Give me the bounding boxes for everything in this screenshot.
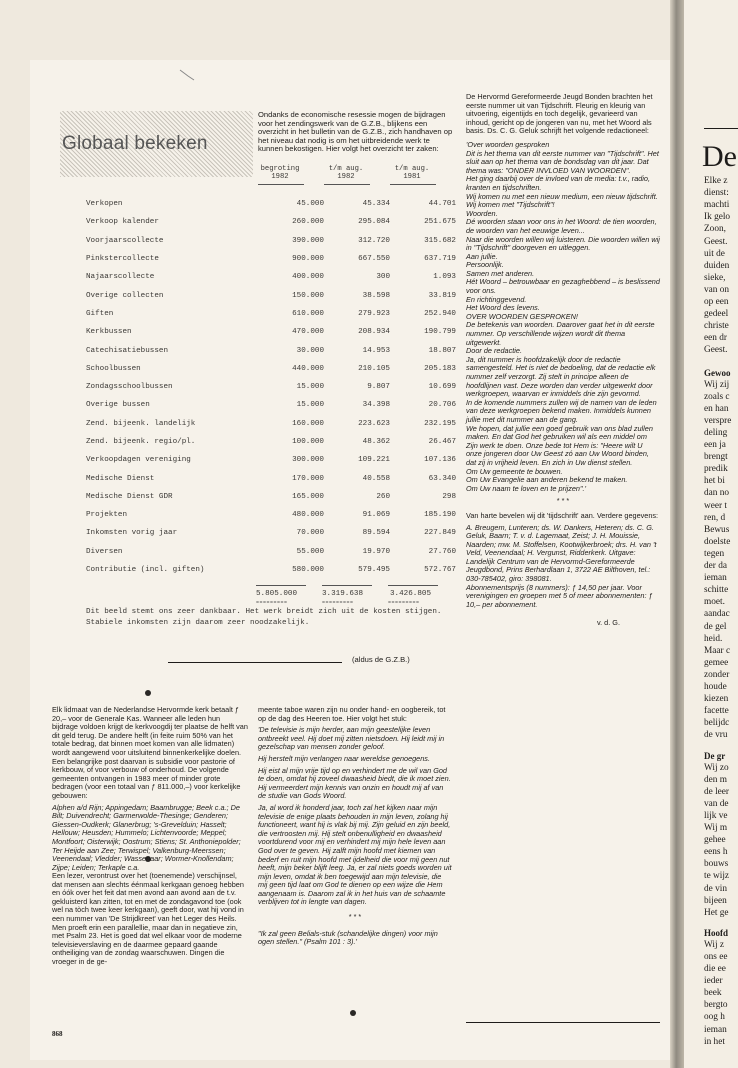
separator-bullet [350,1010,356,1016]
right-page-line: aandac [704,609,730,620]
row-value: 63.340 [428,474,456,483]
right-page-line: gedeel [704,309,729,320]
row-value: 89.594 [362,529,390,538]
page-title: Globaal bekeken [62,133,208,154]
row-value: 33.819 [428,291,456,300]
psalm-line-4: Ja, al word ik honderd jaar, toch zal het kijken naar mijn televisie de enige plaats behouden in mijn leven, zolang hij functioneert, want hij is vlak bij mij. Zijn geluid en zijn beeld, die vertroosten mij. Hij stelt onbenulligheid en dwaasheid voortdurend voor mij en verhindert mij mijn hele leven aan God over te geven. Hij zalft mijn hoofd met kiemen van bederf en ruit mijn hoofd met ijdelheid die voor mij geen nut heeft, mijn beker blijft leeg. Ja, er zal niets goeds worden uit mijn leven, omdat ik ben toegewijd aan mijn televisie, die mij geen tijd laat om God te dienen op een wijze die Hem aangenaam is. Daarom zal ik in het huis van de schaamte verblijven tot in lengte van dagen. [258,802,452,907]
right-page-line: doelste [704,536,731,547]
right-page-line: het bi [704,476,725,487]
row-label: Voorjaarscollecte [86,236,164,245]
row-value: 27.760 [428,547,456,556]
row-label: Medische Dienst GDR [86,492,173,501]
right-page-line: die ee [704,964,726,974]
row-value: 109.221 [358,456,390,465]
right-page-line: de leer [704,786,730,797]
right-page-line: de vin [704,883,727,894]
right-page-line: de vru [704,730,728,741]
column-1-bottom [52,872,248,970]
right-page-line: ieman [704,573,727,584]
row-value: 208.934 [358,328,390,337]
total-1: 5.805.000 [256,590,298,598]
row-value: 100.000 [292,438,324,446]
row-value: 580.000 [292,566,324,575]
col-header-3: t/m aug. 1981 [394,165,430,181]
row-value: 44.701 [428,200,456,209]
row-value: 26.467 [428,438,456,446]
row-value: 205.183 [424,364,456,373]
source-credit: (aldus de G.Z.B.) [352,655,410,664]
right-page-line: belijdc [704,718,730,729]
right-page-line: der da [704,561,727,571]
tijdschrift-intro: De Hervormd Gereformeerde Jeugd Bonden brachten het eerste nummer uit van Tijdschrift. Fleurig en kleurig van uitvoering, eigentijds en toch degelijk, gevarieerd van inhoud, gericht op de jongeren van nu, met het Woord als basis. Ds. C. G. Geluk schrijft het volgende redactioneel: [466,92,653,136]
row-label: Zend. bijeenk. landelijk [86,419,196,428]
right-page-line: uit de [704,248,725,259]
column-3 [466,93,660,631]
row-value: 15.000 [296,383,324,392]
row-label: Pinkstercollecte [86,255,159,264]
row-value: 900.000 [292,255,324,264]
table-row [86,195,458,213]
row-value: 315.682 [424,236,456,245]
table-row [86,268,458,286]
right-page-line: weer t [704,500,727,511]
right-page-line: ons ee [704,951,728,962]
row-value: 1.093 [433,273,456,282]
row-value: 400.000 [292,273,324,282]
row-label: Zend. bijeenk. regio/pl. [86,438,196,446]
table-row [86,451,458,469]
right-page-line: Zoon, [704,224,726,235]
row-label: Projekten [86,511,128,520]
row-label: Verkoopdagen vereniging [86,456,191,465]
right-page-line: duiden [704,260,730,271]
right-page-line: tegen [704,548,725,559]
right-page-line: Bewus [704,524,730,535]
right-page-line: een ja [704,440,726,450]
row-value: 38.598 [362,291,390,300]
right-page-line: zoals c [704,391,730,402]
right-page-line: moet. [704,597,725,608]
table-row [86,378,458,396]
right-page-line: schitte [704,585,729,596]
source-rule [168,662,342,663]
page-number: 868 [52,1030,63,1038]
right-page-line: Geest. [704,345,728,356]
col-header-1: begroting 1982 [260,165,300,181]
right-page-line: heid. [704,633,723,644]
psalm-line-1: 'De televisie is mijn herder, aan mijn geestelijke leven ontbreekt veel. Hij doet mij zitten nietsdoen. Hij leidt mij in gezelschap van mensen zonder geloof. [258,725,445,752]
right-page-line: dienst: [704,188,729,199]
table-row [86,561,458,579]
stars-divider: * * * [556,496,570,506]
table-row [86,232,458,250]
row-value: 480.000 [292,511,324,520]
row-label: Medische Dienst [86,474,155,483]
right-page-line: Maar c [704,645,731,656]
table-row [86,250,458,268]
row-value: 150.000 [292,291,324,300]
right-page-line: Geest. [704,236,728,247]
double-rule-2: ========= [322,600,354,606]
row-value: 579.495 [358,566,390,575]
row-value: 572.767 [424,566,456,575]
right-page-line: te wijz [704,871,730,882]
row-label: Overige collecten [86,291,164,300]
row-value: 20.706 [428,401,456,410]
finance-table [86,195,458,579]
right-page-line: bouws [704,859,729,870]
table-row [86,415,458,433]
table-row [86,396,458,414]
right-page-line: Elke z [704,176,728,186]
row-value: 10.699 [428,383,456,392]
total-3: 3.426.805 [390,590,432,598]
right-page-line: sieke, [704,272,726,283]
paragraph-intro-stuk: meente taboe waren zijn nu onder hand- en oogbereik, tot op de dag des Heeren toe. Hier volgt het stuk: [258,705,446,723]
row-value: 279.923 [358,309,390,318]
row-value: 19.970 [362,547,390,556]
right-page-line: kiezen [704,694,729,705]
right-page-line: bergto [704,1000,728,1011]
table-row [86,360,458,378]
row-value: 70.000 [296,529,324,538]
row-value: 260 [376,492,390,501]
right-page-heading: De [702,140,737,173]
table-row [86,469,458,487]
row-value: 232.195 [424,419,456,428]
right-page-line: oog h [704,1012,725,1023]
row-label: Overige bussen [86,401,150,410]
row-value: 295.084 [358,218,390,227]
table-row [86,323,458,341]
right-page-line: deling [704,427,728,438]
row-value: 107.136 [424,456,456,465]
right-page-line: van on [704,284,730,295]
total-rule-1 [256,585,306,586]
row-label: Schoolbussen [86,364,141,373]
table-row [86,433,458,451]
right-page-line: ren, d [704,512,726,523]
row-value: 45.000 [296,200,324,209]
psalm-line-2: Hij herstelt mijn verlangen naar wereldse genoegens. [258,753,430,763]
right-page-line: ieder [704,976,723,987]
double-rule-3: ========= [388,600,420,606]
row-value: 667.550 [358,255,390,264]
row-value: 223.623 [358,419,390,428]
right-page-line: gemee [704,657,729,668]
right-page-rule [704,128,738,129]
row-value: 312.720 [358,236,390,245]
book-gutter [670,0,684,1068]
row-value: 9.807 [367,383,390,392]
row-value: 14.953 [362,346,390,355]
row-label: Contributie (incl. giften) [86,566,205,575]
signature: v. d. G. [597,618,620,628]
table-row [86,488,458,506]
right-page-line: brengt [704,452,728,463]
col-header-2: t/m aug. 1982 [328,165,364,181]
right-page-subheading: De gr [704,750,726,761]
row-value: 170.000 [292,474,324,483]
header-underline-1 [258,184,304,185]
row-value: 637.719 [424,255,456,264]
intro-text: Ondanks de economische resessie mogen de bijdragen voor het zendingswerk van de G.Z.B., blijkens een overzicht in het bulletin van de G.Z.B., zich handhaven op het niveau dat nodig is om het uitbreidende werk te kunnen bekostigen. Hier volgt het overzicht ter zaken: [258,110,453,154]
row-label: Verkoop kalender [86,218,159,227]
decorative-mark [178,68,198,82]
right-page-subheading: Hoofd [704,927,729,938]
row-value: 440.000 [292,364,324,373]
right-page-line: predik [704,464,728,475]
row-value: 45.334 [362,200,390,209]
row-value: 227.849 [424,529,456,538]
row-value: 160.000 [292,419,324,428]
column-3-end-rule [466,1022,660,1023]
separator-bullet [145,690,151,696]
row-label: Inkomsten vorig jaar [86,529,178,538]
row-label: Catechisatiebussen [86,346,169,355]
table-row [86,305,458,323]
psalm-line-3: Hij eist al mijn vrije tijd op en verhindert me de wil van God te doen, omdat hij zoveel dwaasheid biedt, die ik moet zien. Hij vermeerdert mijn kennis van onzin en houdt mij af van de studie van Gods Woord. [258,765,451,801]
row-value: 190.799 [424,328,456,337]
row-value: 185.190 [424,511,456,520]
right-page-line: den m [704,774,727,785]
row-value: 91.069 [362,511,390,520]
right-page-line: Het ge [704,907,729,918]
row-value: 390.000 [292,236,324,245]
table-row [86,341,458,359]
row-label: Verkopen [86,200,123,209]
row-value: 30.000 [296,346,324,355]
paragraph-generale-kas: Elk lidmaat van de Nederlandse Hervormde kerk betaalt ƒ 20,– voor de Generale Kas. Wanneer alle leden hun bijdrage voldoen krijgt de kerkvoogdij ter plaatse de helft van dit geld terug. De andere helft (in feite ruim 50% van het totale bedrag, dat binnen moet komen van alle lidmaten) wordt aangewend voor uitsluitend binnenkerkelijke doelen. Een belangrijke post daarvan is subsidie voor pastorie of kerkbouw, of voor verbouw of onderhoud. De volgende gemeenten ontvangen in 1983 meer of minder grote bedragen (voor een totaal van ƒ 811.000,–) voor kerkelijke gebouwen: [52,705,248,800]
right-page-line: Wij m [704,823,728,833]
total-2: 3.319.638 [322,590,364,598]
row-value: 165.000 [292,492,324,501]
right-page-line: en han [704,403,729,414]
right-page-line: gehee [704,835,726,846]
redactioneel-heading: 'Over woorden gesproken [466,139,550,149]
right-page-line: bijeen [704,895,727,906]
right-page-line: Wij z [704,939,725,950]
right-page-line: Wij zij [704,379,730,390]
header-underline-2 [324,184,370,185]
right-page-line: zonder [704,669,730,680]
table-row [86,524,458,542]
right-page-line: machti [704,200,730,211]
right-page-line: dan no [704,488,730,499]
column-2 [258,706,452,950]
row-value: 55.000 [296,547,324,556]
row-label: Diversen [86,547,123,556]
paragraph-lezer: Een lezer, verontrust over het (toenemende) verschijnsel, dat mensen aan slechts éénmaal kerkgaan genoeg hebben en óók over het feit dat men avond aan avond aan de t.v. gekluisterd kan zitten, tot en met de zondagavond toe (ook wel na tòch twee keer kerkgaan), geeft door, wat hij vond in een nummer van 'De Strijdkreet' van het Leger des Heils. Men proeft erin een parallellie, maar dan in negatieve zin, met Psalm 23. Het is goed dat wel elkaar voor de moderne televisieverslaving en de daarmee gepaard gaande ontheiliging van de zondag waarschuwen. Dingen die vroeger in de ge- [52,871,244,966]
right-page-line: facette [704,706,729,717]
table-row [86,286,458,304]
row-value: 18.807 [428,346,456,355]
total-rule-2 [322,585,372,586]
row-value: 251.675 [424,218,456,227]
right-page-subheading: Gewoo [704,367,731,378]
redactie-gegevens: A. Breugem, Lunteren; ds. W. Dankers, Heteren; ds. C. G. Geluk, Baarn; T. v. d. Lagemaat, Zeist; J. H. Mouissie, Naarden; mw. M. Stoffelsen, Kootwijkerbroek; drs. H. van 't Veld, Veenendaal; H. Vergunst, Ridderkerk. Uitgave: Landelijk Centrum van de Hervormd-Gereformeerde Jeugdbond, Prins Berhardlaan 1, 3722 AE Bilthoven, tel.: 030-785402, giro: 398081. Abonnementsprijs (8 nummers): ƒ 14,50 per jaar. Voor verenigingen en groepen met 5 of meer abonnementen: ƒ 10,– per abonnement. [466,522,657,609]
right-page-line: verspre [704,415,732,426]
right-page-line: eens h [704,847,728,858]
table-note: Dit beeld stemt ons zeer dankbaar. Het werk breidt zich uit de kosten stijgen. Stabiele inkomsten zijn daarom zeer noodzakelijk. [86,608,442,627]
row-value: 610.000 [292,309,324,318]
table-row [86,543,458,561]
page-right [684,0,738,1068]
right-page-line: houde [704,682,727,692]
row-value: 300 [376,273,390,282]
row-value: 34.398 [362,401,390,410]
right-page-line: ieman [704,1024,727,1035]
right-page-line: de gel [704,621,727,632]
row-value: 210.105 [358,364,390,373]
stars-divider: * * * [348,912,362,922]
row-value: 252.940 [424,309,456,318]
row-value: 260.000 [292,218,324,227]
row-label: Najaarscollecte [86,273,155,282]
total-rule-3 [388,585,438,586]
right-page-line: Wij zo [704,762,729,773]
column-1-top [52,706,248,875]
row-value: 298 [442,492,456,501]
aanbeveling: Van harte bevelen wij dit 'tijdschrift' aan. Verdere gegevens: [466,510,659,520]
right-page-line: beek [704,988,722,999]
row-value: 15.000 [296,401,324,410]
row-value: 470.000 [292,328,324,337]
row-value: 300.000 [292,456,324,465]
header-underline-3 [390,184,436,185]
right-page-line: in het [704,1036,725,1047]
right-page-line: van de [704,798,729,809]
psalm-quote: "Ik zal geen Belials-stuk (schandelijke dingen) voor mijn ogen stellen." (Psalm 101 : 3).' [258,928,438,947]
right-page-line: een dr [704,333,727,344]
table-row [86,506,458,524]
row-value: 48.362 [362,438,390,446]
right-page-line: lijk ve [704,810,728,821]
right-page-line: christe [704,321,729,332]
right-page-line: op een [704,297,729,307]
row-label: Zondagsschoolbussen [86,383,173,392]
right-page-line: Ik gelo [704,212,731,223]
redactioneel-text: Dit is het thema van dit eerste nummer van "Tijdschrift". Het sluit aan op het thema van de bondsdag van dit jaar. Dat thema was: "ONDER INVLOED VAN WOORDEN". Het ging daarbij over de invloed van de media: t.v., radio, kranten en tijdschriften. Wij komen nu met een nieuw medium, een nieuw tijdschrift. Wij komen met "Tijdschrift"! Woorden. Dé woorden staan voor ons in het Woord: de tien woorden, de woorden van het eeuwige leven... Naar die woorden willen wij luisteren. Die woorden willen wij in "Tijdschrift" doorgeven en uitleggen. Aan jullie. Persoonlijk. Samen met anderen. Hét Woord – betrouwbaar en gezaghebbend – is beslissend voor ons. En richtinggevend. Het Woord des levens. OVER WOORDEN GESPROKEN! De betekenis van woorden. Daarover gaat het in dit eerste nummer. Op verschillende wijzen wordt dit thema uitgewerkt. Door de redactie. Ja, dit nummer is hoofdzakelijk door de redactie samengesteld. Het is niet de bedoeling, dat de redactie elk nummer zelf verzorgt. Zij stelt in principe alleen de hoofdlijnen vast. Deze worden dan verder uitgewerkt door werkgroepen, waarvan er inmiddels drie zijn gevormd. In de komende nummers zullen wij de namen van de leden van deze werkgroepen bekend maken. Inmiddels kunnen jullie met dit nummer aan de gang. We hopen, dat jullie een goed gebruik van ons blad zullen maken. En dat God het gebruiken wil als een middel om Zijn werk te doen. Onze bede tot Hem is: "Heere wilt U onze jongeren door Uw Geest zó aan Uw Woord binden, dat zij in vrijheid leven. En zich in Uw dienst stellen. Om Uw gemeente te bouwen. Om Uw Evangelie aan anderen bekend te maken. Om Uw naam te loven en te prijzen".' [466,148,660,493]
row-label: Giften [86,309,114,318]
row-label: Kerkbussen [86,328,132,337]
paragraph-gemeenten: Alphen a/d Rijn; Appingedam; Baambrugge; Beek c.a.; De Bilt; Duivendrecht; Garmerwolde-Thesinge; Genderen; Giessen-Oudkerk; Glanerbrug; 's-Grevelduin; Hasselt; Hellouw; Heusden; Hummelo; Lichtenvoorde; Meppel; Montfoort; Oisterwijk; Oostrum; Stiens; St. Anthoniepolder; Ter Heijde aan Zee; Terwispel; Valkenburg-Meerssen; Veenendaal; Vledder; Wassenaar; Wormer-Knollendam; Zijpe; Leiden; Terkaple c.a. [52,802,241,872]
double-rule-1: ========= [256,600,288,606]
row-value: 40.558 [362,474,390,483]
table-row [86,213,458,231]
